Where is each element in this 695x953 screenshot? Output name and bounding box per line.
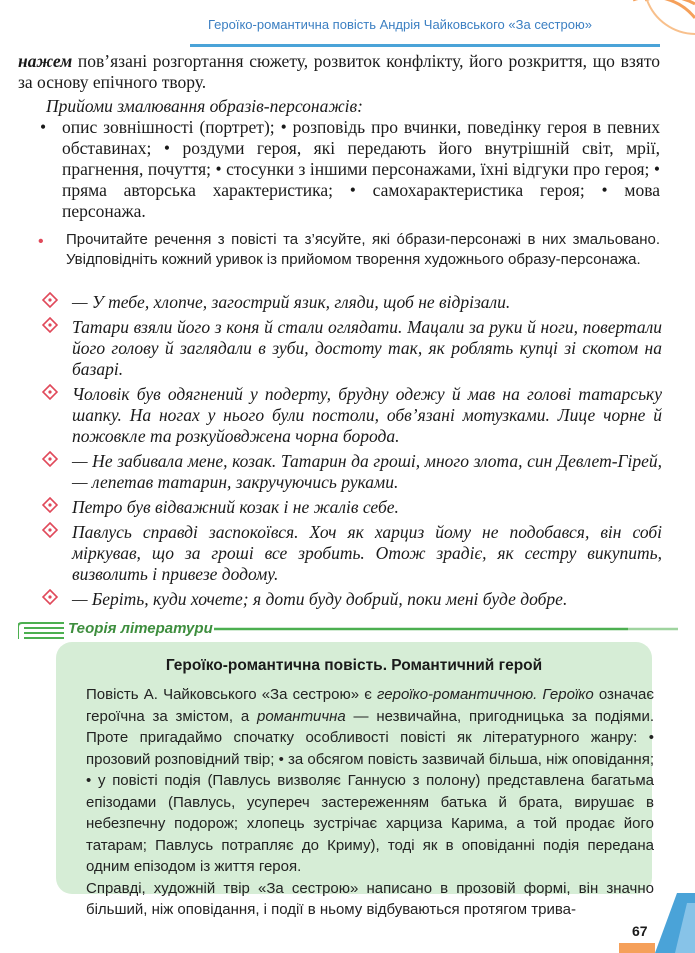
quote-item: [40, 292, 662, 313]
theory-italic-run: героїко-романтичною. Героїко: [377, 686, 594, 703]
intro-paragraph-text: пов’язані розгортання сюжету, розвиток конфлікту, його розкриття, що взято за основу епічного твору.: [18, 51, 660, 92]
quote-item: [40, 522, 662, 585]
theory-label: Теорія літератури: [68, 620, 213, 637]
diamond-icon: [42, 384, 58, 400]
techniques-heading: Прийоми змалювання образів-персонажів:: [46, 96, 363, 116]
theory-body: [86, 684, 654, 921]
diamond-icon: [42, 451, 58, 467]
footer-decoration: [615, 893, 695, 953]
intro-bold-word: нажем: [18, 51, 73, 71]
quote-item: [40, 317, 662, 380]
theory-italic-run: романтична: [257, 707, 346, 725]
theory-text-run: Повість А. Чайковського «За сестрою» є: [86, 686, 378, 703]
quote-item: [40, 384, 662, 447]
quote-text: Татари взяли його з коня й стали оглядати. Мацали за руки й ноги, повертали його голову й заглядали в зуби, достоту так, як роблять купці зі скотом на базарі.: [72, 317, 662, 379]
quote-item: [40, 451, 662, 493]
techniques-text: опис зовнішності (портрет); • розповідь про вчинки, поведінку героя в певних обставинах; • роздуми героя, які передають його внутрішній світ, мрії, прагнення, почуття; • стосунки з іншими персонажами, їхні відгуки про героя; • пряма авторська характеристика; • самохарактеристика героя; • мова персонажа.: [62, 117, 660, 221]
quote-item: [40, 497, 662, 518]
bullet-icon: •: [40, 117, 47, 137]
theory-paragraph: [86, 684, 654, 878]
diamond-icon: [42, 497, 58, 513]
theory-text-run: означає героїчна за змістом, а: [86, 686, 655, 725]
running-header: Героїко-романтична повість Андрія Чайковського «За сестрою»: [208, 17, 592, 32]
diamond-icon: [42, 317, 58, 333]
quote-text: Чоловік був одягнений у подерту, брудну одежу й мав на голові татарську шапку. На ногах у нього були постоли, обв’язані мотузками. Лице чорне й пожовкле та розкуйовджена чорна борода.: [72, 384, 662, 446]
theory-heading: Героїко-романтична повість. Романтичний герой: [165, 657, 543, 674]
page-number: 67: [632, 923, 648, 939]
techniques-list: [36, 117, 660, 222]
diamond-icon: [42, 292, 58, 308]
quote-text: Петро був відважний козак і не жалів себе.: [72, 497, 399, 517]
task-text: Прочитайте речення з повісті та з’ясуйте, які óбрази-персонажі в них змальовано. Увідповідніть кожний уривок із прийомом творення художнього образу-персонажа.: [66, 231, 660, 268]
quote-text: Павлусь справді заспокоївся. Хоч як харциз йому не подобався, він собі міркував, що за гроші все зробить. Отож зрадіє, як сестру викупить, визволить і привезе додому.: [72, 522, 662, 584]
quote-item: [40, 589, 662, 610]
diamond-icon: [42, 522, 58, 538]
diamond-icon: [42, 589, 58, 605]
task-block: [36, 230, 660, 270]
theory-text-run: — незвичайна, пригодницька за подіями. Проте пригадаймо спочатку особливості повісті як літературного жанру: • прозовий розповідний твір; • за обсягом повість зазвичай більша, ніж оповідання; • у повісті подія (Павлусь визволяє Ганнусю з полону) представлена багатьма епізодами (Павлусь, усупереч застереженням батька й брата, вирушає в небезпечну подорож; хлопець зустрічає харциза Карима, а той продає його татарам; Павлусь потрапляє до Криму), тоді як в оповіданні подія передана одним епізодом із життя героя.: [86, 707, 654, 875]
quote-text: — Не забивала мене, козак. Татарин да гроші, много злота, син Девлет-Гірей, — лепетав татарин, закручуючись руками.: [72, 451, 662, 492]
list-item: [36, 117, 660, 222]
quote-list: [40, 292, 662, 614]
quote-text: — Беріть, куди хочете; я доти буду добрий, поки мені буде добре.: [72, 589, 568, 609]
intro-paragraph: [18, 51, 660, 93]
task-bullet-icon: •: [38, 233, 44, 250]
quote-text: — У тебе, хлопче, загострий язик, гляди, щоб не відрізали.: [72, 292, 511, 312]
theory-paragraph: Справді, художній твір «За сестрою» написано в прозовій формі, він значно більший, ніж оповідання, і події в ньому відбуваються протягом трива-: [86, 879, 654, 918]
